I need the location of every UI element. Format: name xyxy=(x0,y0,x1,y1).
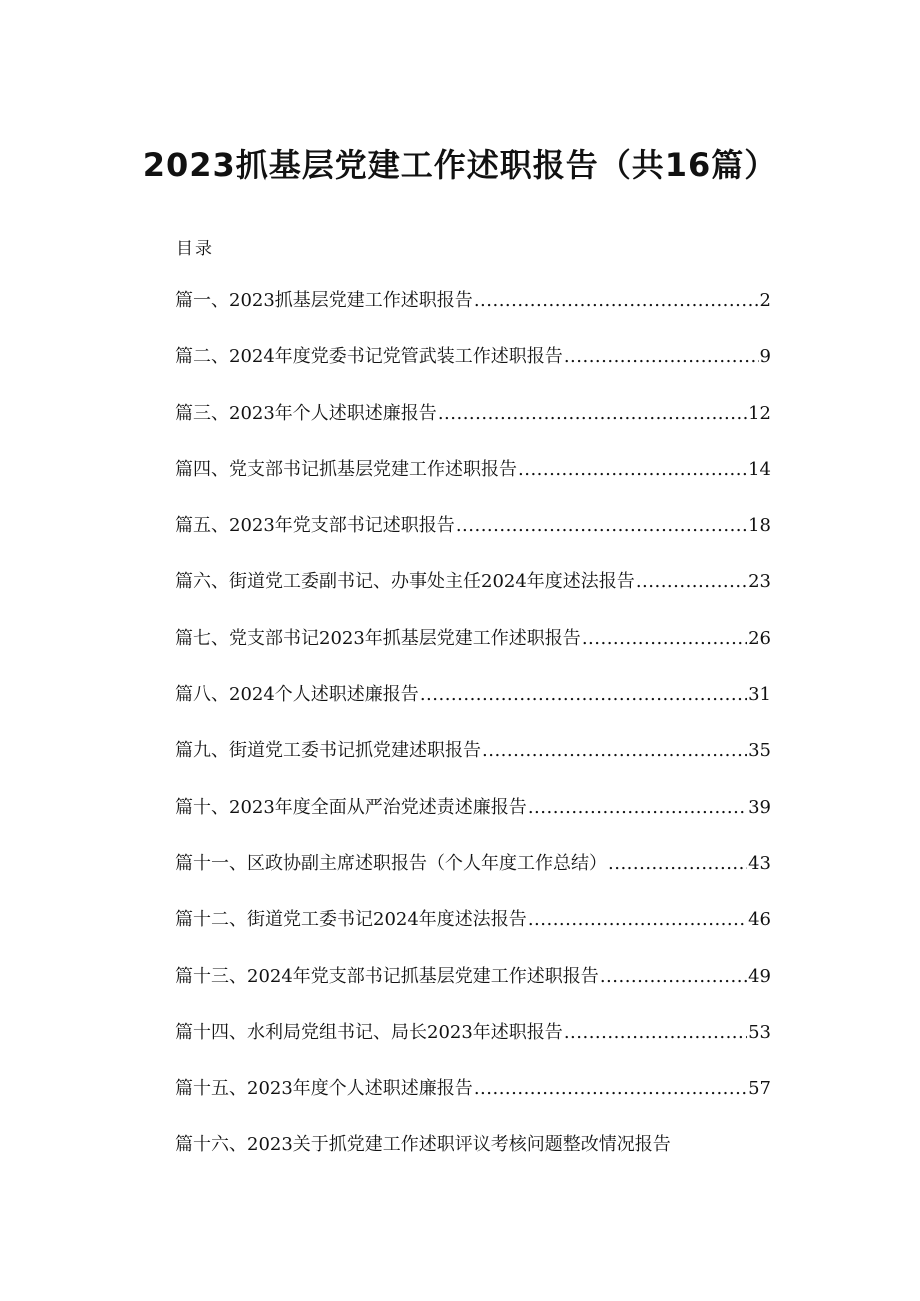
toc-entry-title: 篇三、2023年个人述职述廉报告 xyxy=(175,402,437,424)
toc-entry[interactable] xyxy=(175,962,771,1018)
table-of-contents xyxy=(175,286,771,1187)
toc-page-number: 12 xyxy=(748,402,771,424)
toc-entry-title: 篇七、党支部书记2023年抓基层党建工作述职报告 xyxy=(175,627,581,649)
toc-entry-title: 篇四、党支部书记抓基层党建工作述职报告 xyxy=(175,458,517,480)
toc-dot-leader xyxy=(474,290,759,311)
toc-dot-leader xyxy=(582,628,747,649)
toc-entry-title: 篇九、街道党工委书记抓党建述职报告 xyxy=(175,740,481,762)
toc-entry[interactable] xyxy=(175,905,771,961)
toc-page-number: 14 xyxy=(748,458,771,480)
toc-heading: 目录 xyxy=(176,239,214,259)
toc-dot-leader xyxy=(608,853,747,874)
toc-entry-title: 篇十五、2023年度个人述职述廉报告 xyxy=(175,1078,473,1100)
toc-entry[interactable] xyxy=(175,1130,771,1186)
toc-entry-title: 篇二、2024年度党委书记党管武装工作述职报告 xyxy=(175,346,563,368)
toc-page-number: 39 xyxy=(748,796,771,818)
toc-page-number: 26 xyxy=(748,627,771,649)
toc-entry-title: 篇六、街道党工委副书记、办事处主任2024年度述法报告 xyxy=(175,571,635,593)
toc-entry-title: 篇十三、2024年党支部书记抓基层党建工作述职报告 xyxy=(175,965,599,987)
toc-entry[interactable] xyxy=(175,567,771,623)
toc-entry-title: 篇十六、2023关于抓党建工作述职评议考核问题整改情况报告 xyxy=(175,1134,671,1156)
toc-entry[interactable] xyxy=(175,624,771,680)
toc-dot-leader xyxy=(518,459,747,480)
toc-entry[interactable] xyxy=(175,1018,771,1074)
toc-dot-leader xyxy=(600,966,747,987)
toc-page-number: 43 xyxy=(748,852,771,874)
toc-entry[interactable] xyxy=(175,793,771,849)
toc-page-number: 9 xyxy=(759,346,771,368)
toc-entry[interactable] xyxy=(175,455,771,511)
toc-entry[interactable] xyxy=(175,399,771,455)
toc-dot-leader xyxy=(474,1078,747,1099)
toc-entry[interactable] xyxy=(175,736,771,792)
toc-page-number: 18 xyxy=(748,515,771,537)
toc-entry[interactable] xyxy=(175,849,771,905)
toc-page-number: 2 xyxy=(759,290,771,311)
toc-dot-leader xyxy=(456,515,747,536)
toc-entry[interactable] xyxy=(175,511,771,567)
toc-entry[interactable] xyxy=(175,680,771,736)
toc-dot-leader xyxy=(528,909,747,930)
toc-entry[interactable] xyxy=(175,286,771,342)
toc-dot-leader xyxy=(528,797,747,818)
toc-page-number: 57 xyxy=(748,1078,771,1100)
toc-dot-leader xyxy=(564,1022,747,1043)
toc-entry-title: 篇一、2023抓基层党建工作述职报告 xyxy=(175,290,473,311)
toc-dot-leader xyxy=(420,684,747,705)
toc-entry-title: 篇十、2023年度全面从严治党述责述廉报告 xyxy=(175,796,527,818)
toc-dot-leader xyxy=(482,740,747,761)
toc-page-number: 23 xyxy=(748,571,771,593)
toc-entry[interactable] xyxy=(175,1074,771,1130)
toc-page-number: 31 xyxy=(748,684,771,706)
toc-entry-title: 篇五、2023年党支部书记述职报告 xyxy=(175,515,455,537)
document-title: 2023抓基层党建工作述职报告（共16篇） xyxy=(142,146,778,184)
toc-page-number: 49 xyxy=(748,965,771,987)
toc-page-number: 35 xyxy=(748,740,771,762)
toc-dot-leader xyxy=(438,403,747,424)
toc-page-number: 46 xyxy=(748,909,771,931)
toc-entry[interactable] xyxy=(175,342,771,398)
toc-entry-title: 篇十一、区政协副主席述职报告（个人年度工作总结） xyxy=(175,852,607,874)
toc-dot-leader xyxy=(636,571,747,592)
toc-entry-title: 篇十四、水利局党组书记、局长2023年述职报告 xyxy=(175,1021,563,1043)
toc-dot-leader xyxy=(564,346,759,367)
toc-entry-title: 篇十二、街道党工委书记2024年度述法报告 xyxy=(175,909,527,931)
toc-entry-title: 篇八、2024个人述职述廉报告 xyxy=(175,684,419,706)
toc-page-number: 53 xyxy=(748,1021,771,1043)
